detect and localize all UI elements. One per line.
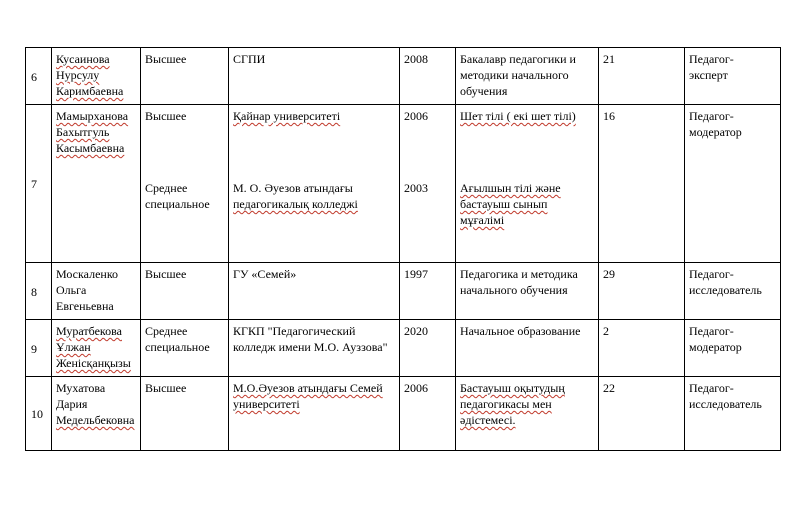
institution-cell: СГПИ — [229, 48, 400, 105]
full-name-cell: Мамырханова Бахытгуль Касымбаевна — [52, 105, 141, 263]
graduation-year-cell: 2006 2003 — [400, 105, 456, 263]
table-row — [26, 263, 781, 320]
specialty-cell: Бакалавр педагогики и методики начального обучения — [456, 48, 599, 105]
table-row — [26, 105, 781, 263]
category-cell: Педагог- исследователь — [685, 377, 781, 451]
education-cell: Среднее специальное — [141, 320, 229, 377]
experience-cell: 29 — [599, 263, 685, 320]
full-name-cell: Москаленко Ольга Евгеньевна — [52, 263, 141, 320]
experience-cell: 2 — [599, 320, 685, 377]
graduation-year-cell: 1997 — [400, 263, 456, 320]
education-cell: Высшее Среднее специальное — [141, 105, 229, 263]
education-cell: Высшее — [141, 377, 229, 451]
education-cell: Высшее — [141, 48, 229, 105]
row-number-cell: 10 — [26, 377, 52, 451]
specialty-cell: Педагогика и методика начального обучения — [456, 263, 599, 320]
row-number-cell: 7 — [26, 105, 52, 263]
staff-table — [25, 47, 781, 451]
education-cell: Высшее — [141, 263, 229, 320]
institution-cell: КГКП "Педагогический колледж имени М.О. Ауззова" — [229, 320, 400, 377]
experience-cell: 16 — [599, 105, 685, 263]
row-number-cell: 6 — [26, 48, 52, 105]
category-cell: Педагог- модератор — [685, 320, 781, 377]
experience-cell: 21 — [599, 48, 685, 105]
institution-cell: ГУ «Семей» — [229, 263, 400, 320]
full-name-cell: Кусаинова Нурсулу Каримбаевна — [52, 48, 141, 105]
row-number-cell: 8 — [26, 263, 52, 320]
experience-cell: 22 — [599, 377, 685, 451]
institution-cell: Қайнар университеті М. О. Әуезов атындағы педагогикалық колледжі — [229, 105, 400, 263]
row-number-cell: 9 — [26, 320, 52, 377]
specialty-cell: Бастауыш оқытудың педагогикасы мен әдістемесі. — [456, 377, 599, 451]
full-name-cell: Мухатова Дария Медельбековна — [52, 377, 141, 451]
table-row — [26, 320, 781, 377]
specialty-cell: Начальное образование — [456, 320, 599, 377]
full-name-cell: Муратбекова Ұлжан Женісқанқызы — [52, 320, 141, 377]
table-row — [26, 48, 781, 105]
graduation-year-cell: 2008 — [400, 48, 456, 105]
specialty-cell: Шет тілі ( екі шет тілі) Ағылшын тілі және бастауыш сынып мұғалімі — [456, 105, 599, 263]
table-row — [26, 377, 781, 451]
category-cell: Педагог- исследователь — [685, 263, 781, 320]
institution-cell: М.О.Әуезов атындағы Семей университеті — [229, 377, 400, 451]
graduation-year-cell: 2006 — [400, 377, 456, 451]
category-cell: Педагог- эксперт — [685, 48, 781, 105]
category-cell: Педагог- модератор — [685, 105, 781, 263]
graduation-year-cell: 2020 — [400, 320, 456, 377]
